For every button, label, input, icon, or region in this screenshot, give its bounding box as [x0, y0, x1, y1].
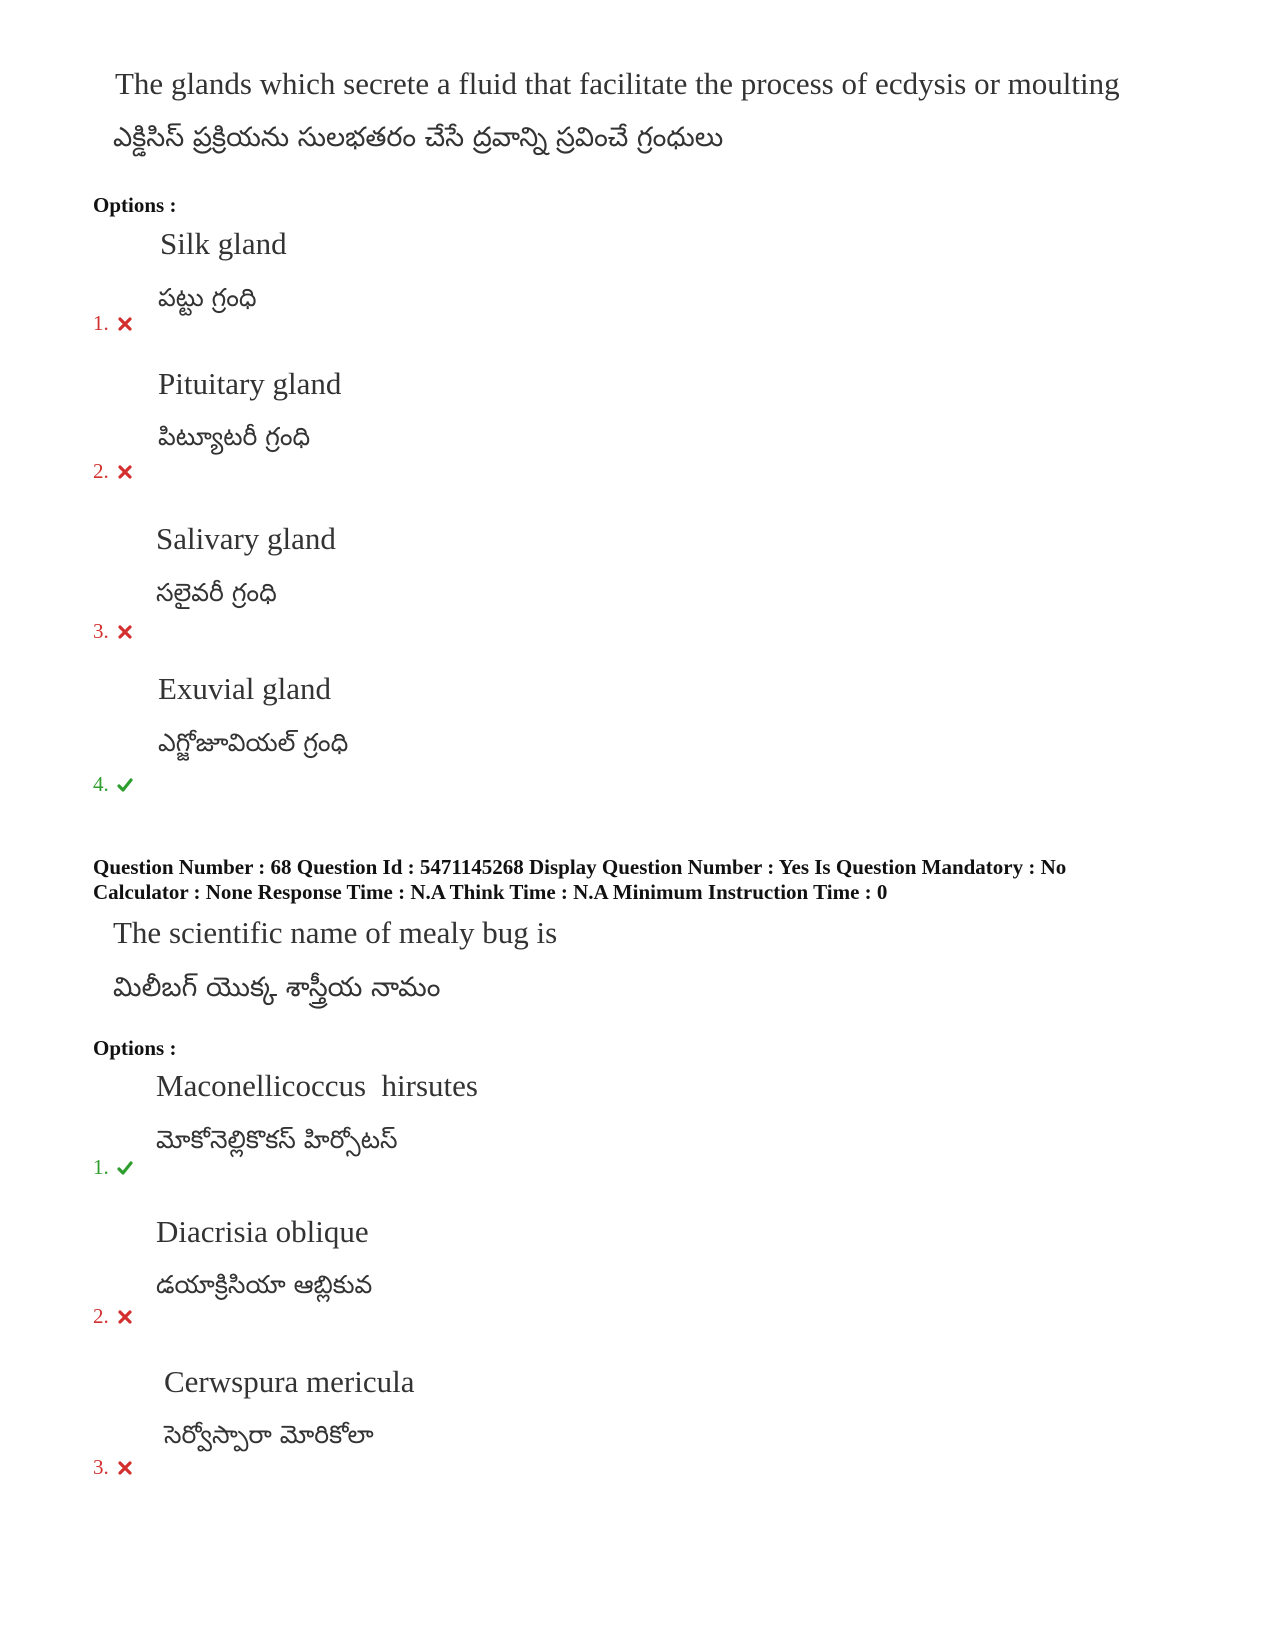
option-number — [93, 1155, 133, 1180]
option-number — [93, 459, 133, 484]
option-text-en: Salivary gland — [156, 521, 336, 556]
question-text-en: The glands which secrete a fluid that facilitate the process of ecdysis or moulting — [115, 66, 1120, 101]
question-meta-line: Calculator : None Response Time : N.A Think Time : N.A Minimum Instruction Time : 0 — [93, 880, 888, 904]
option-number-label: 3. — [93, 1455, 109, 1479]
question-meta-line: Question Number : 68 Question Id : 5471145268 Display Question Number : Yes Is Question Mandatory : No — [93, 855, 1067, 879]
option-text-te: డయాక్రిసియా ఆబ్లికువ — [156, 1270, 373, 1299]
option-text-en: Exuvial gland — [158, 671, 332, 706]
wrong-icon — [117, 624, 133, 640]
option-text-te: సెర్వోస్పారా మోరికోలా — [164, 1420, 374, 1449]
question-text-te: ఎక్డిసిస్ ప్రక్రియను సులభతరం చేసే ద్రవాన్ని స్రవించే గ్రంధులు — [113, 122, 724, 153]
option-number — [93, 772, 133, 797]
option-number-label: 3. — [93, 619, 109, 643]
option-number — [93, 311, 133, 336]
question-text-en: The scientific name of mealy bug is — [113, 915, 558, 950]
option-number-label: 4. — [93, 772, 109, 796]
option-text-en: Diacrisia oblique — [156, 1214, 369, 1249]
wrong-icon — [117, 1309, 133, 1325]
wrong-icon — [117, 464, 133, 480]
option-number-label: 2. — [93, 1304, 109, 1328]
option-number-label: 1. — [93, 1155, 109, 1179]
option-text-en: Silk gland — [160, 226, 287, 261]
check-icon — [117, 1160, 133, 1176]
option-number — [93, 1304, 133, 1329]
wrong-icon — [117, 316, 133, 332]
question-meta — [93, 855, 1066, 905]
options-heading: Options : — [93, 193, 177, 217]
option-number-label: 2. — [93, 459, 109, 483]
option-text-en: Maconellicoccus hirsutes — [156, 1068, 478, 1103]
option-number — [93, 619, 133, 644]
option-number-label: 1. — [93, 311, 109, 335]
option-text-te: సలైవరీ గ్రంధి — [156, 578, 277, 607]
check-icon — [117, 777, 133, 793]
option-text-en: Pituitary gland — [158, 366, 342, 401]
options-heading: Options : — [93, 1036, 177, 1060]
option-text-te: మోకోనెల్లికొకస్ హిర్సోటస్ — [156, 1125, 398, 1154]
option-text-te: ఎగ్జోజూవియల్ గ్రంధి — [158, 728, 349, 757]
wrong-icon — [117, 1460, 133, 1476]
question-text-te: మిలీబగ్ యొక్క శాస్త్రీయ నామం — [113, 972, 441, 1003]
option-text-te: పిట్యూటరీ గ్రంధి — [158, 422, 311, 451]
option-text-en: Cerwspura mericula — [164, 1364, 415, 1399]
option-number — [93, 1455, 133, 1480]
option-text-te: పట్టు గ్రంధి — [158, 283, 257, 312]
